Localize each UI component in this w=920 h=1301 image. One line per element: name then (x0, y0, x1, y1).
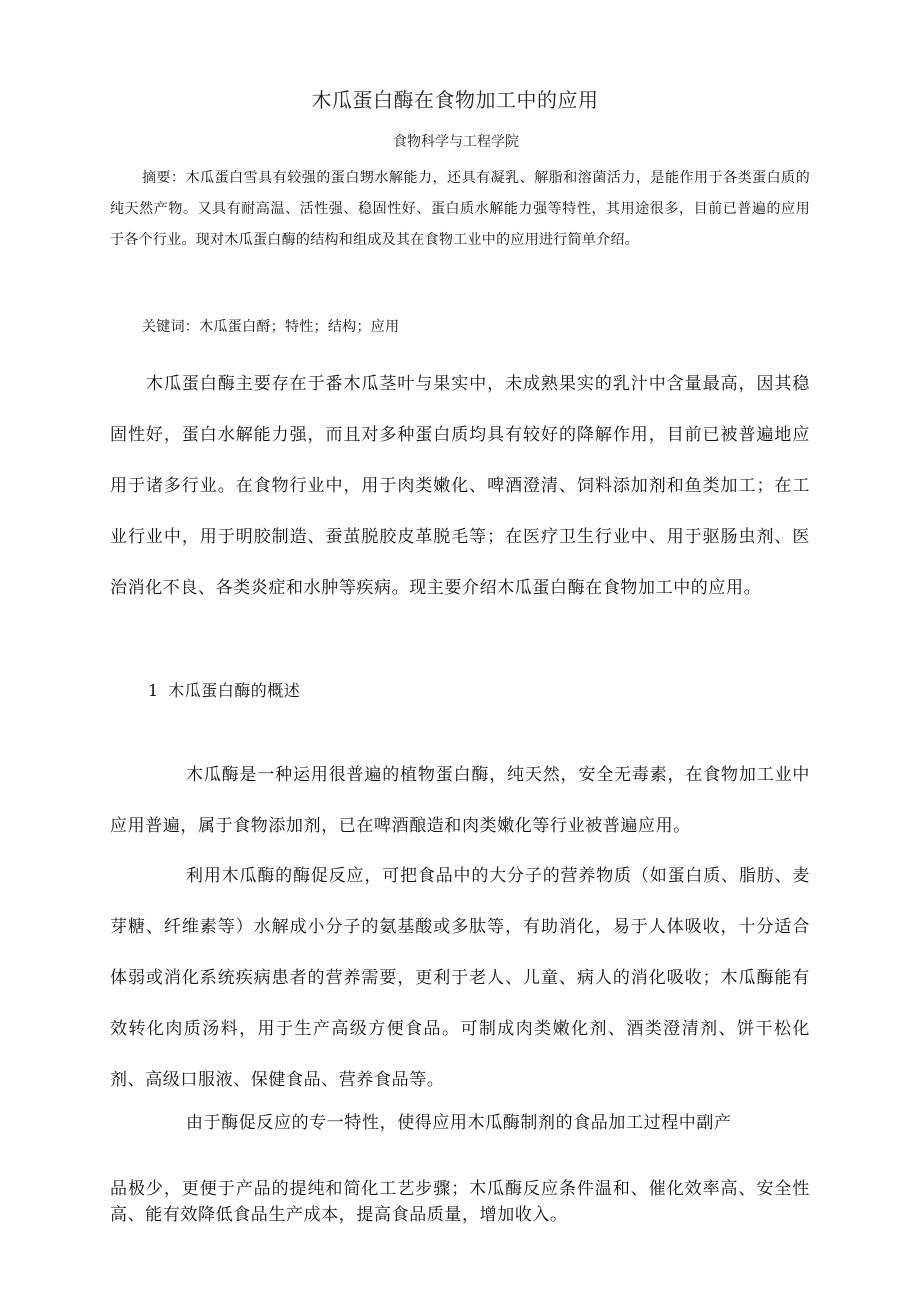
section-heading (148, 678, 300, 701)
affiliation: 食物科学与工程学院 (393, 134, 519, 150)
section-title: 木瓜蛋白酶的概述 (168, 681, 301, 700)
section-paragraph-1: 木瓜酶是一种运用很普遍的植物蛋白酶，纯天然，安全无毒素，在食物加工业中应用普遍，属于食物添加剂，已在啤酒酿造和肉类嫩化等行业被普遍应用。 (110, 765, 810, 836)
document-title: 木瓜蛋白酶在食物加工中的应用 (311, 88, 599, 112)
section-paragraph-2: 利用木瓜酶的酶促反应，可把食品中的大分子的营养物质（如蛋白质、脂肪、麦芽糖、纤维素等）水解成小分子的氨基酸或多肽等，有助消化，易于人体吸收，十分适合体弱或消化系统疾病患者的营养需要，更利于老人、儿童、病人的消化吸收；木瓜酶能有效转化肉质汤料，用于生产高级方便食品。可制成肉类嫩化剂、酒类澄清剂、饼干松化剂、高级口服液、保健食品、营养食品等。 (110, 866, 810, 1090)
keywords: 关键词：木瓜蛋白酹；特性；结构；应用 (142, 319, 400, 335)
intro-paragraph: 木瓜蛋白酶主要存在于番木瓜茎叶与果实中，未成熟果实的乳汁中含量最高，因其稳固性好，蛋白水解能力强，而且对多种蛋白质均具有较好的降解作用，目前已被普遍地应用于诸多行业。在食物行业中，用于肉类嫩化、啤酒澄清、饲料添加剂和鱼类加工；在工业行业中，用于明胶制造、蚕茧脱胶皮革脱毛等；在医疗卫生行业中、用于驱肠虫剂、医治消化不良、各类炎症和水肿等疾病。现主要介绍木瓜蛋白酶在食物加工中的应用。 (110, 374, 810, 598)
section-paragraph-3-continuation: 品极少，更便于产品的提纯和简化工艺步骤；木瓜酶反应条件温和、催化效率高、安全性高、能有效降低食品生产成本，提高食品质量，增加收入。 (110, 1179, 810, 1225)
section-number: 1 (148, 681, 159, 700)
abstract: 摘要：木瓜蛋白雪具有较强的蛋白甥水解能力，还具有凝乳、解脂和溶菌活力，是能作用于各类蛋白质的纯天然产物。又具有耐高温、活性强、稳固性好、蛋白质水解能力强等特性，其用途很多，目前已普遍的应用于各个行业。现对木瓜蛋白酶的结构和组成及其在食物工业中的应用进行简单介绍。 (110, 170, 810, 248)
section-paragraph-3-first-line: 由于酶促反应的专一特性，使得应用木瓜酶制剂的食品加工过程中副产 (186, 1113, 732, 1133)
